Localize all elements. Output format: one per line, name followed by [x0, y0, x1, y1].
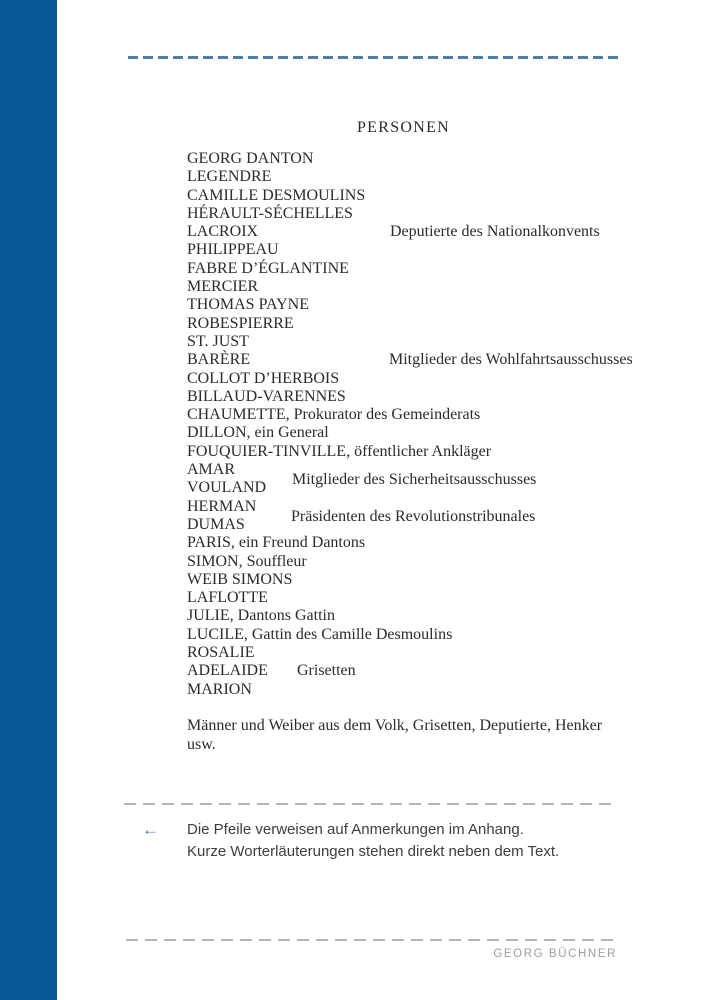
cast-list [187, 150, 647, 699]
cast-line: ADELAIDE [187, 662, 268, 680]
top-dashed-rule [128, 56, 620, 59]
cast-line: LACROIX [187, 223, 259, 241]
mid-dashed-rule [124, 803, 612, 805]
footnote-text [187, 819, 627, 863]
cast-line: BARÈRE [187, 351, 251, 369]
cast-line: GEORG DANTON [187, 150, 314, 167]
cast-line: MERCIER [187, 278, 259, 296]
cast-line: MARION [187, 680, 252, 698]
author-footer: GEORG BÜCHNER [493, 948, 617, 960]
cast-line: LEGENDRE [187, 168, 272, 186]
cast-line: ROSALIE [187, 644, 255, 662]
extras-line: Männer und Weiber aus dem Volk, Grisetten, Deputierte, Henker [187, 717, 603, 734]
cast-line: VOULAND [187, 479, 267, 497]
left-accent-bar [0, 0, 57, 1000]
cast-line: CAMILLE DESMOULINS [187, 186, 366, 204]
cast-line: DILLON, ein General [187, 424, 329, 442]
group-annotation-revolutionstribunal: Präsidenten des Revolutionstribunales [291, 507, 536, 525]
cast-line: FOUQUIER-TINVILLE, öffentlicher Ankläger [187, 442, 492, 460]
footnote-line: Die Pfeile verweisen auf Anmerkungen im Anhang. [187, 821, 524, 838]
page-title: PERSONEN [356, 119, 451, 136]
footnote-line: Kurze Worterläuterungen stehen direkt neben dem Text. [187, 843, 560, 860]
group-annotation-grisetten: Grisetten [297, 662, 356, 680]
cast-line: SIMON, Souffleur [187, 552, 307, 570]
cast-line: COLLOT D’HERBOIS [187, 369, 340, 387]
extras-paragraph [187, 716, 657, 754]
cast-line: CHAUMETTE, Prokurator des Gemeinderats [187, 406, 481, 424]
cast-line: LAFLOTTE [187, 589, 268, 607]
cast-line: PARIS, ein Freund Dantons [187, 534, 366, 552]
cast-line: HERMAN [187, 497, 257, 515]
cast-line: ST. JUST [187, 332, 249, 350]
cast-line: PHILIPPEAU [187, 241, 279, 259]
cast-line: AMAR [187, 461, 236, 479]
bottom-dashed-rule [126, 939, 616, 941]
group-annotation-sicherheitsausschuss: Mitglieder des Sicherheitsausschusses [292, 470, 537, 488]
cast-line: DUMAS [187, 515, 245, 533]
group-annotation-wohlfahrtsausschuss: Mitglieder des Wohlfahrtsausschusses [389, 351, 633, 369]
left-arrow-icon: ← [142, 820, 159, 839]
cast-line: THOMAS PAYNE [187, 296, 309, 314]
group-annotation-nationalkonvent: Deputierte des Nationalkonvents [390, 223, 600, 241]
cast-line: LUCILE, Gattin des Camille Desmoulins [187, 625, 453, 643]
extras-line: usw. [187, 736, 216, 753]
cast-line: JULIE, Dantons Gattin [187, 607, 335, 625]
cast-line: BILLAUD-VARENNES [187, 387, 346, 405]
cast-line: WEIB SIMONS [187, 570, 293, 588]
cast-line: HÉRAULT-SÉCHELLES [187, 204, 353, 222]
cast-line: ROBESPIERRE [187, 314, 294, 332]
cast-line: FABRE D’ÉGLANTINE [187, 259, 349, 277]
